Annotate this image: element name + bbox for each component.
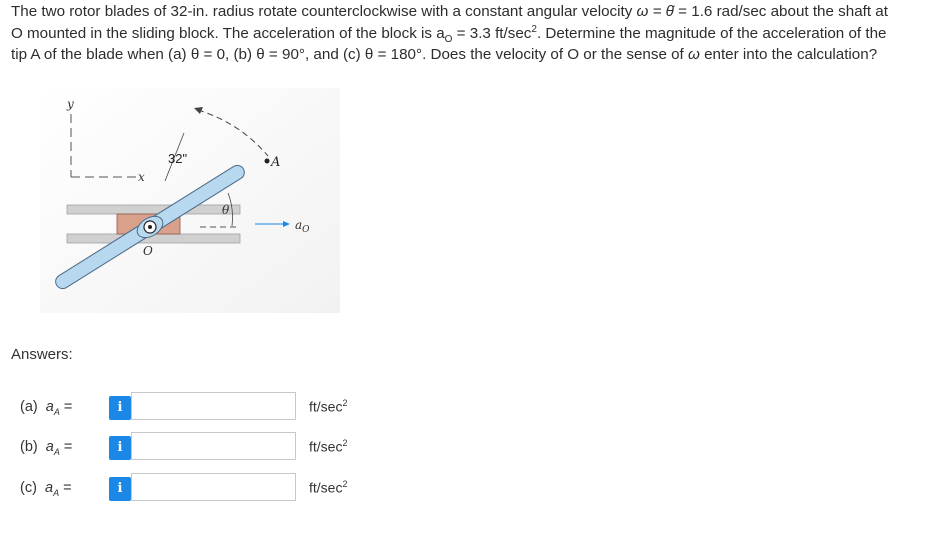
answer-label-b: (b) $a_A$ = [20, 439, 73, 457]
theta-label: θ [222, 203, 230, 217]
answer-input-a[interactable] [131, 392, 296, 420]
problem-line-2: O mounted in the sliding block. The acceleration of the block is $a_O = 3.3$ $ft/\sec^2$. Determine the magnitude of the acceleration of the [11, 23, 887, 45]
answers-heading: Answers: [11, 346, 73, 363]
answer-label-a: (a) $a_A$ = [20, 399, 73, 417]
unit-label-b: $ft/\sec^2$ [309, 438, 348, 455]
problem-line-1: The two rotor blades of 32-in. radius rotate counterclockwise with a constant angular velocity ω = θ̇ = 1.6 rad/sec about the shaft at [11, 3, 888, 20]
answer-input-b[interactable] [131, 432, 296, 460]
rotor-figure [40, 88, 340, 313]
shaft-center [148, 225, 152, 229]
info-icon[interactable]: i [109, 477, 131, 501]
answer-label-c: (c) $a_A$ = [20, 480, 72, 498]
unit-label-a: $ft/\sec^2$ [309, 398, 348, 415]
acceleration-label: $a_O$ [295, 218, 310, 235]
answer-row-a [20, 392, 360, 424]
point-o-label: O [143, 244, 153, 258]
y-axis-label: y [67, 97, 74, 111]
answer-row-c [20, 473, 360, 505]
tip-a-point [265, 159, 270, 164]
tip-a-label: A [271, 155, 281, 170]
radius-label: 32" [168, 151, 188, 166]
problem-line-3: tip A of the blade when (a) θ = 0, (b) θ = 90°, and (c) θ = 180°. Does the velocity of O or the sense of ω enter into the calculation? [11, 46, 878, 63]
unit-label-c: $ft/\sec^2$ [309, 479, 348, 496]
answer-row-b [20, 432, 360, 464]
answer-input-c[interactable] [131, 473, 296, 501]
info-icon[interactable]: i [109, 396, 131, 420]
x-axis-label: x [138, 170, 145, 184]
upper-rail [67, 205, 240, 214]
problem-statement [11, 1, 931, 66]
info-icon[interactable]: i [109, 436, 131, 460]
